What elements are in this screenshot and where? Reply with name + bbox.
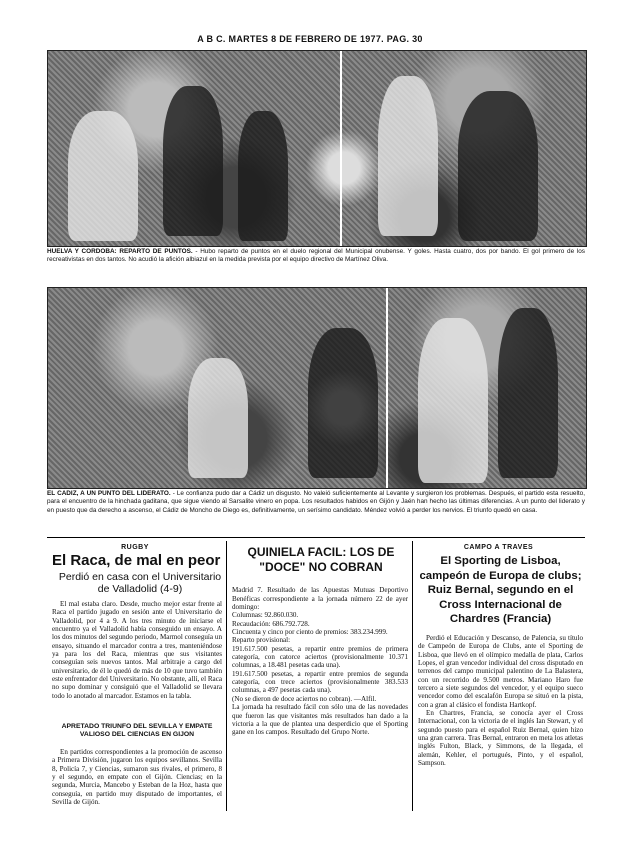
col1-body — [52, 600, 222, 700]
col-rule-1 — [226, 541, 227, 811]
col-rule-2 — [412, 541, 413, 811]
col1-title: El Raca, de mal en peor — [52, 552, 221, 569]
col1-kicker: RUGBY — [121, 544, 149, 551]
col1-body-2 — [52, 748, 222, 806]
photo1-caption-text: - Hubo reparto de puntos en el duelo regional del Municipal onubense. Y goles. Hasta cuatro, dos por bando. El gol primero de los recreativistas en dos tantos. No acudió la afición albiazul en la medida prevista por el equipo directivo de Martínez Oliva. — [47, 248, 586, 264]
col1-subhead: APRETADO TRIUNFO DEL SEVILLA Y EMPATE VALIOSO DEL CIENCIAS EN GIJON — [61, 723, 213, 739]
photo-huelva-cordoba — [47, 50, 587, 247]
col3-paragraph-1: Perdió el Educación y Descanso, de Palencia, su título de Campeón de Europa de Clubs, ante el Sporting de Lisboa, que llevó en el olímpico medalla de plata, Carlos Lopes, el gran vencedor individual del cross disputado en terrenos del campo municipal palentino de La Balastera, con un recorrido de 9.500 metros. Mariano Haro fue tercero a siete segundos del vencedor, y el equipo sueco vencedor como del escalafón Europa se situó en la pista, con a gran al clásico el fondista Hartkopf. — [418, 634, 583, 709]
photo1-caption — [47, 248, 585, 265]
photo2-caption — [47, 490, 585, 515]
col1-subtitle: Perdió en casa con el Universitario de Valladolid (4-9) — [58, 571, 222, 595]
col3-body — [418, 634, 583, 768]
photo1-caption-lead: HUELVA Y CORDOBA: REPARTO DE PUNTOS. — [47, 248, 193, 255]
photo2-caption-text: - Le confianza pudo dar a Cádiz un disgusto. No valeió suficientemente al Levante y surgieron los problemas. Después, el partido esta resuelto, para el encuentro de la hinchada gaditana, que sigue viendo al Sarsalite vinero en popa. Los resultados habidos en Gijón y Jaén han hecho las últimas diferencias. A un punto del liderato y en puesto que da derecho a ascenso, el Cádiz de Moncho de Diego es, definitivamente, un serísimo candidato. Méndez volvió a perder los nervios. El triunfo quedó en casa. — [47, 490, 585, 514]
col3-paragraph-2: En Chartres, Francia, se conocía ayer el Cross Internacional, con la victoria de el inglés Ian Stewart, y el segundo puesto para el español Ruiz Bernal, quien hizo una gran carrera. Tras Bernal, entraron en meta los atletas inglés Fulton, Black, y Simmons, de la llegada, el alemán, Kehler, el portugués, Pinto, y el español, Sampson. — [418, 709, 583, 768]
page-header: A B C. MARTES 8 DE FEBRERO DE 1977. PAG. 30 — [197, 34, 423, 44]
col2-paragraph: Madrid 7. Resultado de las Apuestas Mutuas Deportivo Benéficas correspondiente a la jornada número 22 de ayer domingo: Columnas: 92.860.030. Recaudación: 686.792.728. Cincuenta y cinco por ciento de premios: 383.234.999. Reparto provisional: 191.617.500 pesetas, a repartir entre premios de primera categoría, con catorce aciertos (provisionalmente 10.371 columnas, a 18.481 pesetas cada una). 191.617.500 pesetas, a repartir entre premios de segunda categoría, con trece aciertos (provisionalmente 383.533 columnas, a 497 pesetas cada una). (No se dieron de doce aciertos no cobran). —Alfil. La jornada ha resultado fácil con sólo una de las novedades que fueron las que visitantes más resultados han dado a la victoria a la que de plantea una desperdicio que el Sporting gane en los campos. Resultado del Grupo Norte. — [232, 586, 408, 737]
col2-body — [232, 578, 408, 745]
photo-cadiz — [47, 287, 587, 489]
section-rule — [47, 537, 585, 538]
photo2-caption-lead: EL CADIZ, A UN PUNTO DEL LIDERATO. — [47, 490, 171, 497]
col3-kicker: CAMPO A TRAVES — [463, 544, 534, 551]
col1-paragraph-1: El mal estaba claro. Desde, mucho mejor estar frente al Raca el partido jugado en sesión ante el Universitario de Valladolid, por 4 a 9. A los tres minuto de iniciarse el encuentro ya el Valladolid había conseguido un ensayo. A los dos minutos del segundo periodo, Marmol conseguía un ensayo, situando el marcador contra a tres, manteniéndose ya para los del Raca, mientras que sus visitantes conseguían seis nuevos tantos. Mal arbitraje a cargo del universitario, de él le quedó de más de 10 que tuvo también este enfrentador del Universitario. No obstante, allí, el Raca no supo dominar y consiguió que el Valladolid se llevara todo lo anotado al marcador. Estamos en la tabla. — [52, 600, 222, 700]
col2-title: QUINIELA FACIL: LOS DE "DOCE" NO COBRAN — [247, 545, 395, 574]
col1-paragraph-2: En partidos correspondientes a la promoción de ascenso a Primera División, jugaron los equipos sevillanos. Sevilla 8, Policía 7, y Ciencias, sumaron sus rivales, el primero, 8 y el segundo, en empate con el Gijón. Ciencias; en la segunda, Murcia, Mancebo y Esteban de la Hoz, hasta que conseguía, en partido muy disputado de importantes, el Sevilla de Gijón. — [52, 748, 222, 807]
col3-title: El Sporting de Lisboa, campeón de Europa de clubs; Ruiz Bernal, segundo en el Cross Internacional de Chardres (Francia) — [419, 555, 582, 626]
